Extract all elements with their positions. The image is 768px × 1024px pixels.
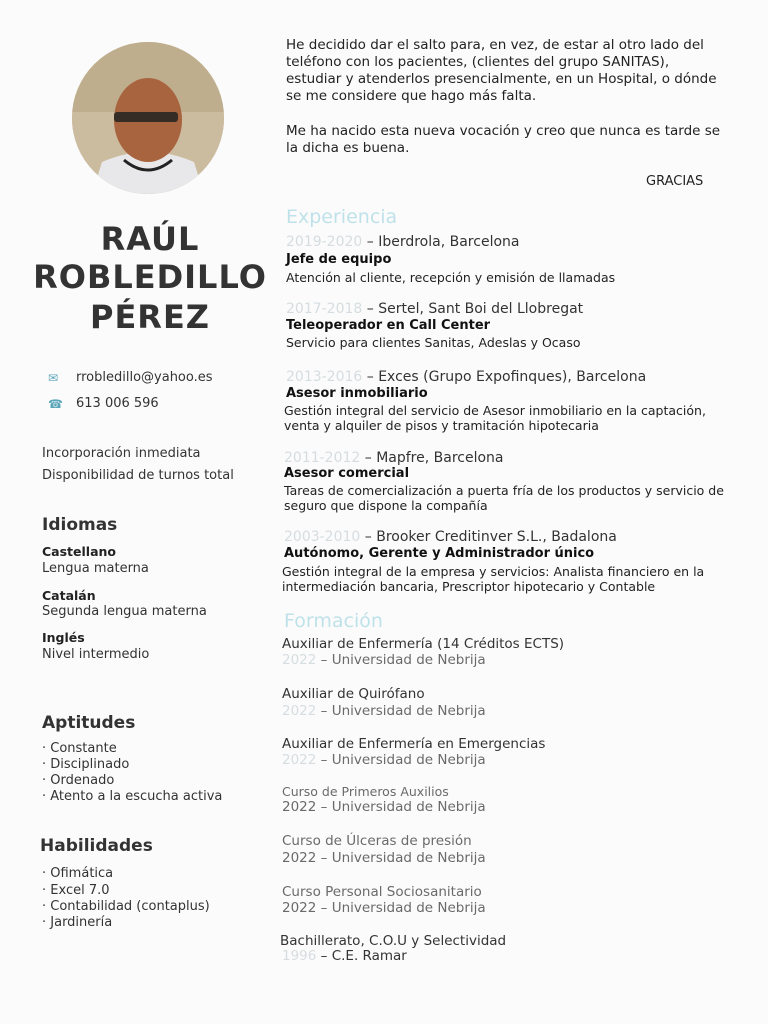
name-last: PÉREZ (89, 298, 210, 336)
course-school: – Universidad de Nebrija (316, 652, 486, 668)
job-description: Atención al cliente, recepción y emisión de llamadas (286, 270, 616, 285)
course-meta (282, 948, 407, 965)
course-school: – Universidad de Nebrija (316, 799, 486, 815)
experience-title: Experiencia (286, 206, 398, 228)
intro-paragraph-2: Me ha nacido esta nueva vocación y creo que nunca es tarde se la dicha es buena. (286, 123, 721, 156)
job-years: 2013-2016 (286, 369, 363, 385)
phone-text[interactable]: 613 006 596 (76, 396, 159, 411)
job-company: – Mapfre, Barcelona (360, 450, 504, 466)
language-level: Lengua materna (42, 561, 149, 576)
job-company: – Sertel, Sant Boi del Llobregat (362, 301, 584, 317)
availability-2: Disponibilidad de turnos total (42, 468, 234, 483)
course-year: 2022 (282, 850, 317, 866)
job-heading (284, 450, 504, 467)
job-company: – Exces (Grupo Expofinques), Barcelona (362, 369, 647, 385)
job-description: Gestión integral del servicio de Asesor inmobiliario en la captación, venta y alquiler de pisos y tramitación hipotecaria (284, 403, 706, 433)
job-heading (286, 234, 519, 251)
course-meta (282, 652, 486, 669)
job-heading (284, 529, 617, 546)
course-meta (282, 703, 486, 720)
aptitude-item: · Ordenado (42, 773, 115, 788)
skill-item: · Contabilidad (contaplus) (42, 899, 210, 914)
mail-icon: ✉ (48, 371, 59, 385)
course-school: – Universidad de Nebrija (316, 850, 486, 866)
job-role: Jefe de equipo (286, 252, 392, 267)
aptitudes-title: Aptitudes (42, 713, 136, 733)
aptitude-item: · Atento a la escucha activa (42, 789, 223, 804)
skill-item: · Ofimática (42, 866, 114, 881)
course-name: Auxiliar de Enfermería en Emergencias (282, 736, 546, 752)
availability-1: Incorporación inmediata (42, 446, 201, 461)
course-meta (282, 900, 486, 917)
education-title: Formación (284, 610, 383, 632)
job-years: 2003-2010 (284, 529, 361, 545)
course-year: 2022 (282, 703, 317, 719)
job-description: Gestión integral de la empresa y servicios: Analista financiero en la intermediación bancaria, Prescriptor hipotecario y Contable (282, 564, 705, 594)
job-role: Asesor inmobiliario (286, 386, 428, 401)
course-meta (282, 850, 486, 867)
job-company: – Brooker Creditinver S.L., Badalona (360, 529, 617, 545)
course-school: – Universidad de Nebrija (316, 703, 486, 719)
course-year: 2022 (282, 652, 317, 668)
course-name: Bachillerato, C.O.U y Selectividad (280, 933, 507, 949)
language-name: Catalán (42, 588, 96, 603)
course-name: Auxiliar de Quirófano (282, 686, 425, 702)
job-role: Asesor comercial (284, 466, 410, 481)
job-heading (286, 369, 646, 386)
job-role: Autónomo, Gerente y Administrador único (284, 546, 595, 561)
aptitude-item: · Disciplinado (42, 757, 130, 772)
profile-photo (72, 42, 224, 194)
intro-paragraph-1: He decidido dar el salto para, en vez, de estar al otro lado del teléfono con los pacientes, (clientes del grupo SANITAS), estudiar y atenderlos presencialmente, en un Hospital, o dónde se me considere que hago más falta. (286, 37, 717, 104)
job-years: 2017-2018 (286, 301, 363, 317)
aptitude-item: · Constante (42, 741, 117, 756)
language-name: Inglés (42, 630, 85, 645)
job-company: – Iberdrola, Barcelona (362, 234, 520, 250)
thanks-text: GRACIAS (646, 174, 704, 189)
job-description: Servicio para clientes Sanitas, Adeslas y Ocaso (286, 335, 581, 350)
course-meta (282, 752, 486, 769)
course-year: 2022 (282, 799, 317, 815)
language-level: Nivel intermedio (42, 647, 150, 662)
job-description: Tareas de comercialización a puerta fría de los productos y servicio de seguro que dispone la compañía (284, 483, 724, 513)
languages-title: Idiomas (42, 515, 118, 535)
course-name: Auxiliar de Enfermería (14 Créditos ECTS) (282, 636, 565, 652)
course-school: – Universidad de Nebrija (316, 752, 486, 768)
phone-icon: ☎ (48, 397, 63, 411)
course-name: Curso de Primeros Auxilios (282, 784, 449, 799)
email-text[interactable]: rrobledillo@yahoo.es (76, 370, 213, 385)
skills-title: Habilidades (40, 836, 153, 856)
name-middle: ROBLEDILLO (33, 258, 267, 296)
course-name: Curso de Úlceras de presión (282, 833, 472, 849)
course-year: 2022 (282, 752, 317, 768)
language-name: Castellano (42, 544, 116, 559)
course-school: – Universidad de Nebrija (316, 900, 486, 916)
job-heading (286, 301, 583, 318)
person-photo (72, 42, 224, 194)
language-level: Segunda lengua materna (42, 604, 207, 619)
course-name: Curso Personal Sociosanitario (282, 884, 482, 900)
job-years: 2011-2012 (284, 450, 361, 466)
course-meta (282, 799, 486, 816)
course-year: 1996 (282, 948, 317, 964)
job-years: 2019-2020 (286, 234, 363, 250)
skill-item: · Jardinería (42, 915, 113, 930)
skill-item: · Excel 7.0 (42, 883, 110, 898)
course-year: 2022 (282, 900, 317, 916)
name-first: RAÚL (100, 220, 200, 258)
job-role: Teleoperador en Call Center (286, 318, 491, 333)
course-school: – C.E. Ramar (316, 948, 407, 964)
